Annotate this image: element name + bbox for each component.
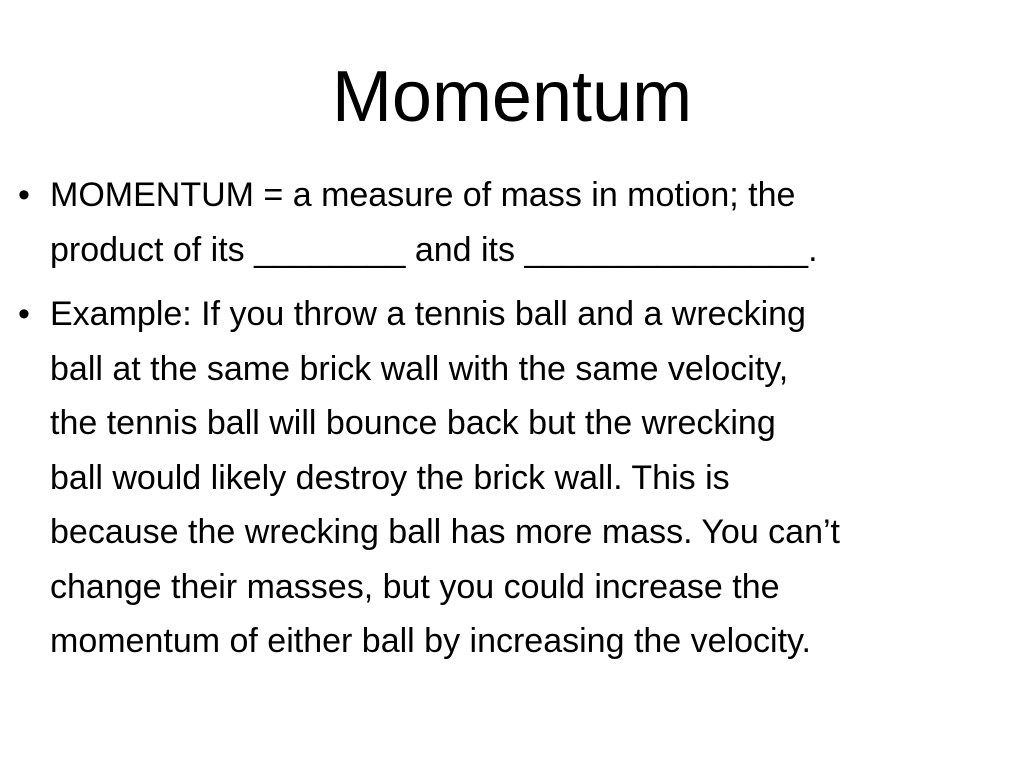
bullet-dot-icon: • <box>18 176 30 214</box>
bullet-text-line: product of its ________ and its _______________. <box>50 230 818 269</box>
bullet-text-line: momentum of either ball by increasing the velocity. <box>50 622 811 660</box>
bullet-text-line: ball at the same brick wall with the same velocity, <box>50 349 789 388</box>
bullet-item-example <box>16 287 1011 669</box>
bullet-text-line: Example: If you throw a tennis ball and a wrecking <box>50 295 806 333</box>
bullet-item-definition <box>16 168 1011 277</box>
bullet-text-line: the tennis ball will bounce back but the wrecking <box>50 404 776 442</box>
bullet-text-line: because the wrecking ball has more mass. You can’t <box>50 513 841 551</box>
bullet-dot-icon: • <box>18 295 30 333</box>
bullet-text-line: MOMENTUM = a measure of mass in motion; the <box>50 176 796 214</box>
bullet-text-line: change their masses, but you could increase the <box>50 567 780 606</box>
bullet-list <box>16 168 1011 679</box>
bullet-text-line: ball would likely destroy the brick wall. This is <box>50 458 730 497</box>
slide-title: Momentum <box>331 57 693 137</box>
